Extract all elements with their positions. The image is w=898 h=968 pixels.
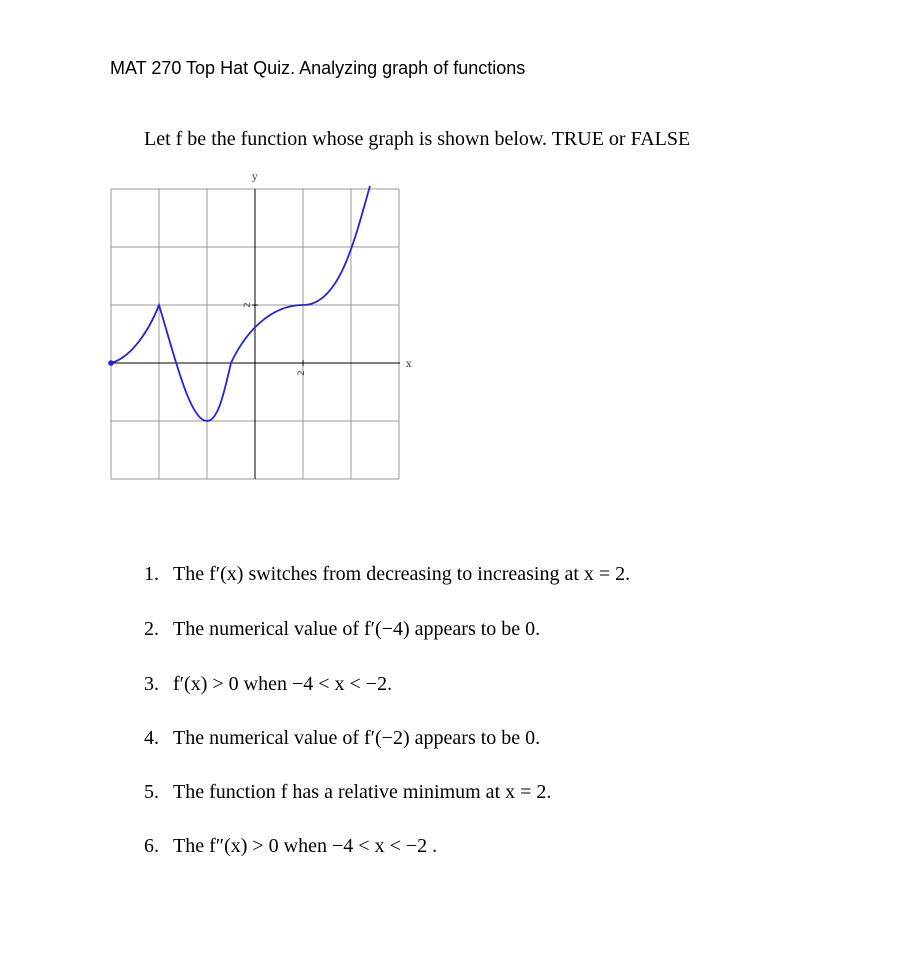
question-text: The function f has a relative minimum at x = 2. bbox=[173, 781, 552, 803]
question-5 bbox=[144, 781, 551, 804]
document-title: MAT 270 Top Hat Quiz. Analyzing graph of functions bbox=[110, 58, 526, 78]
question-prompt: Let f be the function whose graph is shown below. TRUE or FALSE bbox=[144, 128, 691, 150]
question-number: 2. bbox=[144, 618, 159, 640]
y-axis-label: y bbox=[252, 172, 258, 183]
function-graph bbox=[100, 168, 420, 488]
question-4 bbox=[144, 727, 540, 750]
x-axis-label: x bbox=[406, 359, 412, 370]
question-text: The numerical value of f′(−2) appears to be 0. bbox=[173, 727, 541, 749]
question-text: The f″(x) > 0 when −4 < x < −2 . bbox=[173, 835, 438, 857]
question-number: 5. bbox=[144, 781, 159, 803]
question-3 bbox=[144, 673, 392, 696]
x-tick-label: 2 bbox=[297, 370, 307, 376]
question-text: The numerical value of f′(−4) appears to be 0. bbox=[173, 618, 541, 640]
question-text: f′(x) > 0 when −4 < x < −2. bbox=[173, 673, 393, 695]
function-curve bbox=[111, 186, 370, 421]
question-6 bbox=[144, 835, 437, 858]
curve-start-point bbox=[108, 360, 114, 366]
y-tick-label: 2 bbox=[243, 302, 253, 308]
question-number: 6. bbox=[144, 835, 159, 857]
question-2 bbox=[144, 618, 540, 641]
question-number: 3. bbox=[144, 673, 159, 695]
question-text: The f′(x) switches from decreasing to increasing at x = 2. bbox=[173, 563, 631, 585]
question-1 bbox=[144, 563, 630, 586]
question-number: 1. bbox=[144, 563, 159, 585]
question-number: 4. bbox=[144, 727, 159, 749]
